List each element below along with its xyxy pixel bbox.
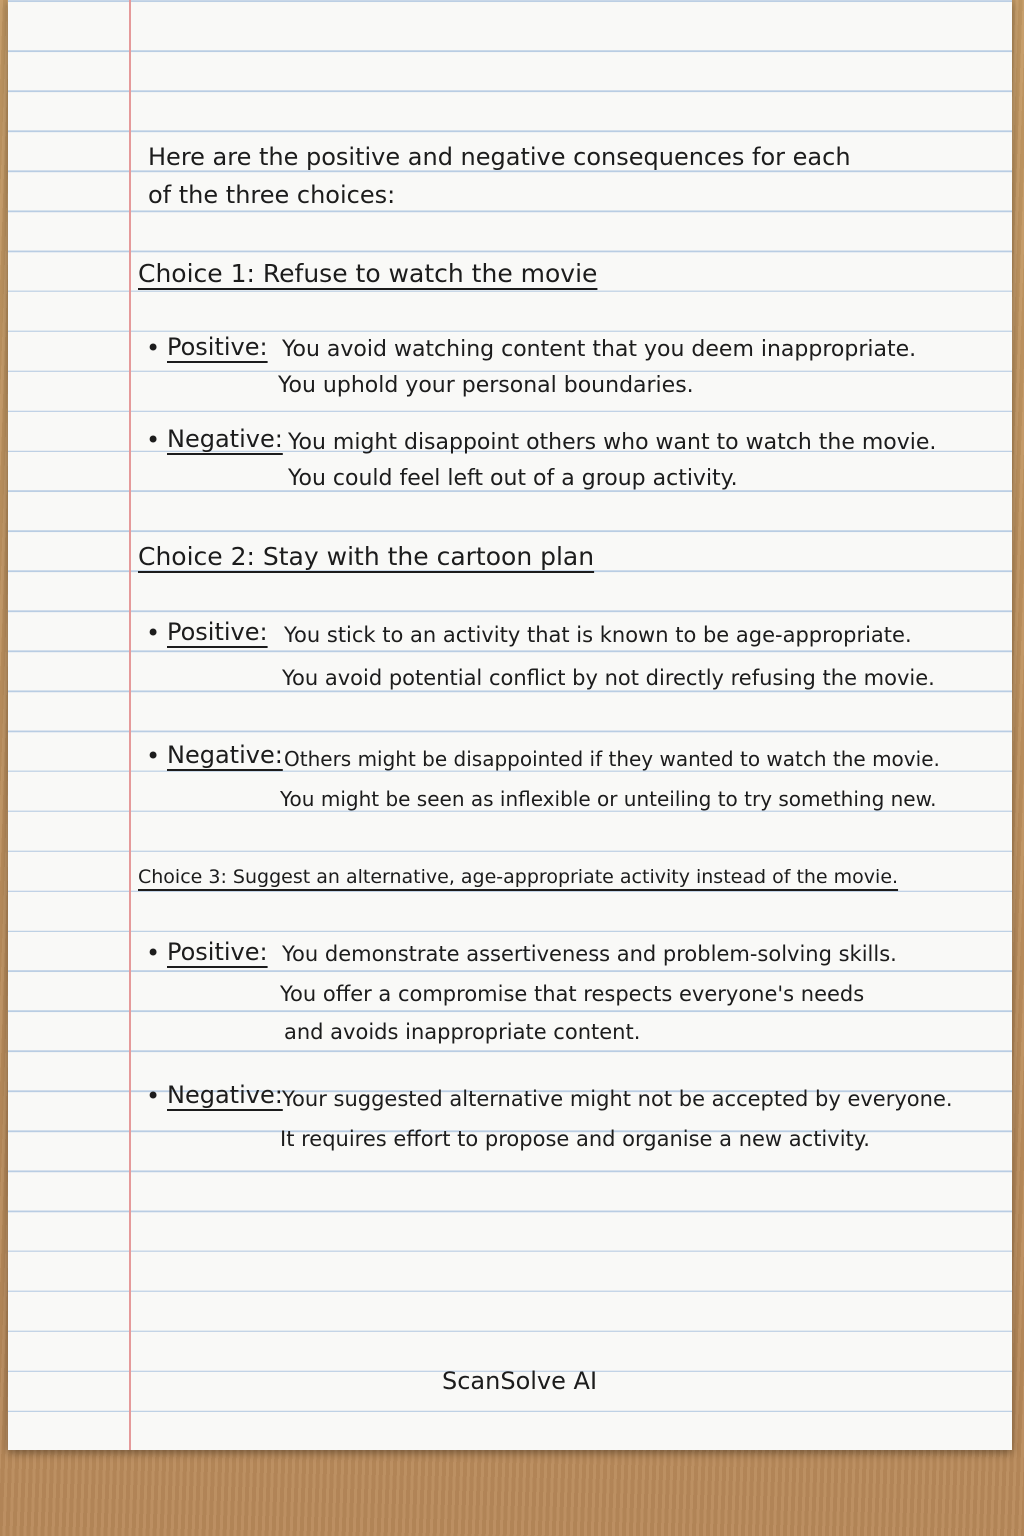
notebook-paper (8, 0, 1012, 1450)
choice-2-positive-bullet: • (146, 619, 161, 647)
choice-3-negative-line-1: Your suggested alternative might not be accepted by everyone. (282, 1087, 953, 1111)
choice-2-negative-label: Negative: (167, 741, 283, 769)
choice-3-positive-bullet: • (146, 939, 161, 967)
choice-2-positive-line-2: You avoid potential conflict by not directly refusing the movie. (282, 666, 935, 690)
choice-3-positive-line-2: You offer a compromise that respects everyone's needs (280, 982, 865, 1006)
choice-3-negative-bullet: • (146, 1082, 161, 1110)
margin-line (129, 0, 131, 1450)
choice-3-positive-line-3: and avoids inappropriate content. (284, 1020, 641, 1044)
choice-2-negative-bullet: • (146, 742, 161, 770)
choice-3-positive-label: Positive: (167, 938, 268, 966)
intro-line-1: Here are the positive and negative consequences for each (148, 143, 851, 171)
choice-1-negative-line-1: You might disappoint others who want to watch the movie. (288, 430, 937, 455)
choice-1-positive-label: Positive: (167, 333, 268, 361)
choice-2-negative-line-1: Others might be disappointed if they wanted to watch the movie. (284, 747, 940, 771)
choice-1-positive-line-2: You uphold your personal boundaries. (278, 373, 694, 398)
choice-1-negative-bullet: • (146, 426, 161, 454)
choice-3-positive-line-1: You demonstrate assertiveness and problem-solving skills. (282, 942, 897, 966)
choice-1-negative-label: Negative: (167, 425, 283, 453)
choice-2-heading: Choice 2: Stay with the cartoon plan (138, 542, 595, 571)
intro-line-2: of the three choices: (148, 181, 396, 209)
choice-3-negative-line-2: It requires effort to propose and organise a new activity. (280, 1127, 870, 1151)
choice-1-positive-line-1: You avoid watching content that you deem inappropriate. (282, 337, 917, 362)
choice-2-positive-line-1: You stick to an activity that is known to be age-appropriate. (284, 623, 912, 647)
choice-1-heading: Choice 1: Refuse to watch the movie (138, 259, 598, 288)
footer-brand: ScanSolve AI (442, 1367, 598, 1395)
choice-1-negative-line-2: You could feel left out of a group activity. (288, 466, 738, 491)
choice-3-heading: Choice 3: Suggest an alternative, age-appropriate activity instead of the movie. (138, 866, 899, 888)
choice-3-negative-label: Negative: (167, 1081, 283, 1109)
choice-2-negative-line-2: You might be seen as inflexible or unteiling to try something new. (280, 787, 937, 811)
choice-2-positive-label: Positive: (167, 618, 268, 646)
choice-1-positive-bullet: • (146, 334, 161, 362)
